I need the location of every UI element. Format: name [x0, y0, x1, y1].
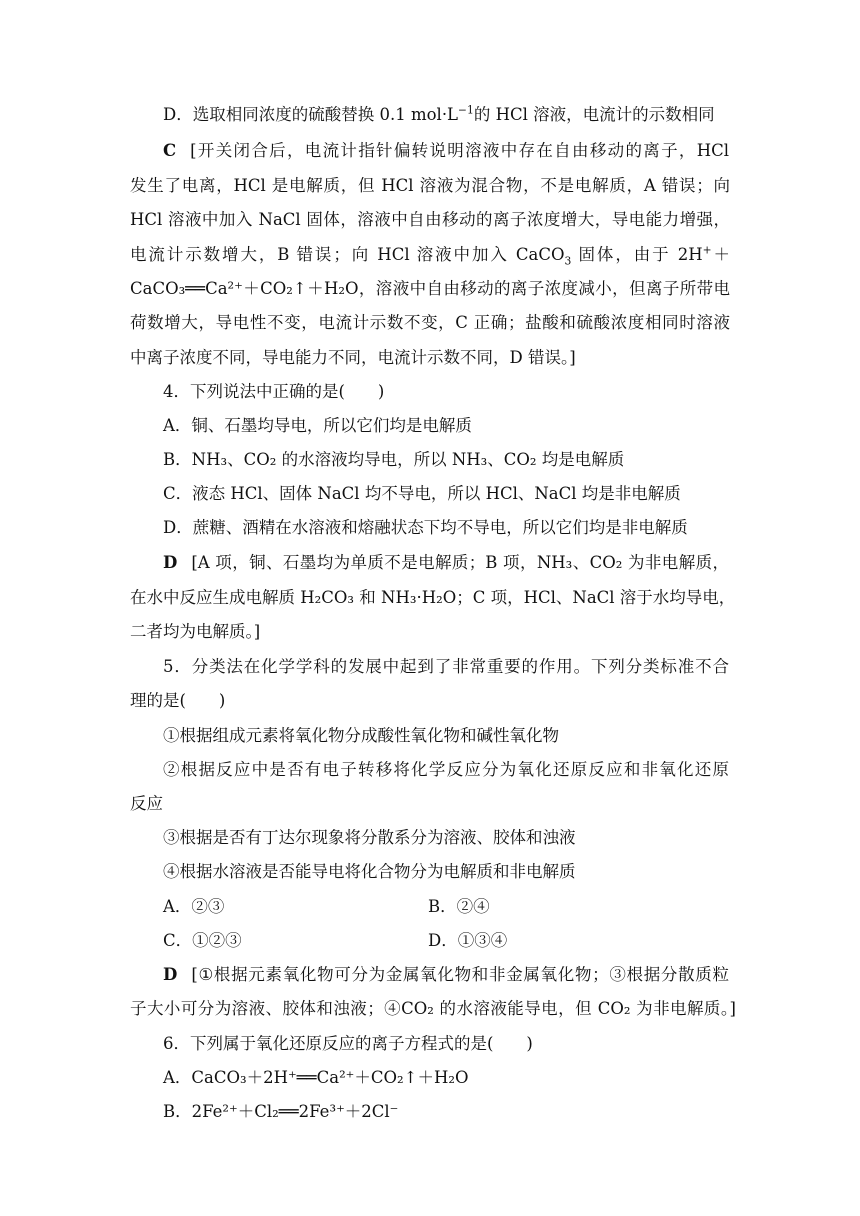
- question-4-option-a: A．铜、石墨均导电，所以它们均是电解质: [163, 416, 472, 435]
- question-5-stem: 5．分类法在化学学科的发展中起到了非常重要的作用。下列分类标准不合: [163, 657, 729, 676]
- question-4-answer-line: 在水中反应生成电解质 H₂CO₃ 和 NH₃·H₂O；C 项，HCl、NaCl 溶于水均导电，: [130, 588, 736, 607]
- answer-paragraph-line: 中离子浓度不同，导电能力不同，电流计示数不同，D 错误。]: [130, 348, 576, 367]
- question-5-option-d: D．①③④: [428, 931, 508, 950]
- question-6-option-b: B．2Fe²⁺＋Cl₂══2Fe³⁺＋2Cl⁻: [163, 1102, 399, 1121]
- option-d-line: D．选取相同浓度的硫酸替换 0.1 $mol\cdot L^{-1}$的 HCl 溶液，电流计的示数相同: [163, 103, 715, 124]
- question-4-option-d: D．蔗糖、酒精在水溶液和熔融状态下均不导电，所以它们均是非电解质: [163, 518, 688, 537]
- question-4-stem: 4．下列说法中正确的是( ): [163, 382, 385, 401]
- question-5-option-c: C．①②③: [163, 931, 242, 950]
- question-5-option-a: A．②③: [163, 897, 225, 916]
- answer-paragraph-line: 荷数增大，导电性不变，电流计示数不变，C 正确；盐酸和硫酸浓度相同时溶液: [130, 313, 730, 332]
- statement-1: ①根据组成元素将氧化物分成酸性氧化物和碱性氧化物: [163, 726, 559, 745]
- answer-paragraph-line: 电流计示数增大，B 错误；向 HCl 溶液中加入 CaCO$_3$ 固体，由于 2H+＋: [130, 243, 730, 268]
- question-5-answer-line: 子大小可分为溶液、胶体和浊液；④CO₂ 的水溶液能导电，但 CO₂ 为非电解质。]: [130, 999, 736, 1018]
- question-4-answer: D [A 项，铜、石墨均为单质不是电解质；B 项，NH₃、CO₂ 为非电解质，: [163, 553, 729, 572]
- question-6-option-a: A．CaCO₃＋2H⁺══Ca²⁺＋CO₂↑＋H₂O: [163, 1068, 469, 1087]
- statement-4: ④根据水溶液是否能导电将化合物分为电解质和非电解质: [163, 862, 576, 881]
- question-5-option-b: B．②④: [428, 897, 490, 916]
- question-4-option-c: C．液态 HCl、固体 NaCl 均不导电，所以 HCl、NaCl 均是非电解质: [163, 484, 681, 503]
- statement-2: ②根据反应中是否有电子转移将化学反应分为氧化还原反应和非氧化还原: [163, 760, 729, 779]
- question-5-stem-line: 理的是( ): [130, 691, 226, 710]
- answer-paragraph-line: 发生了电离，HCl 是电解质，但 HCl 溶液为混合物，不是电解质，A 错误；向: [130, 176, 730, 195]
- statement-2-cont: 反应: [130, 794, 163, 813]
- question-4-answer-line: 二者均为电解质。]: [130, 622, 261, 641]
- answer-paragraph-line: HCl 溶液中加入 NaCl 固体，溶液中自由移动的离子浓度增大，导电能力增强，: [130, 210, 730, 229]
- question-5-answer: D [①根据元素氧化物可分为金属氧化物和非金属氧化物；③根据分散质粒: [163, 965, 729, 984]
- statement-3: ③根据是否有丁达尔现象将分散系分为溶液、胶体和浊液: [163, 828, 576, 847]
- question-6-stem: 6．下列属于氧化还原反应的离子方程式的是( ): [163, 1034, 533, 1053]
- question-4-option-b: B．NH₃、CO₂ 的水溶液均导电，所以 NH₃、CO₂ 均是电解质: [163, 450, 625, 469]
- answer-paragraph-line: C [开关闭合后，电流计指针偏转说明溶液中存在自由移动的离子，HCl: [163, 141, 729, 160]
- answer-paragraph-line: CaCO₃══Ca²⁺＋CO₂↑＋H₂O，溶液中自由移动的离子浓度减小，但离子所带电: [130, 279, 730, 298]
